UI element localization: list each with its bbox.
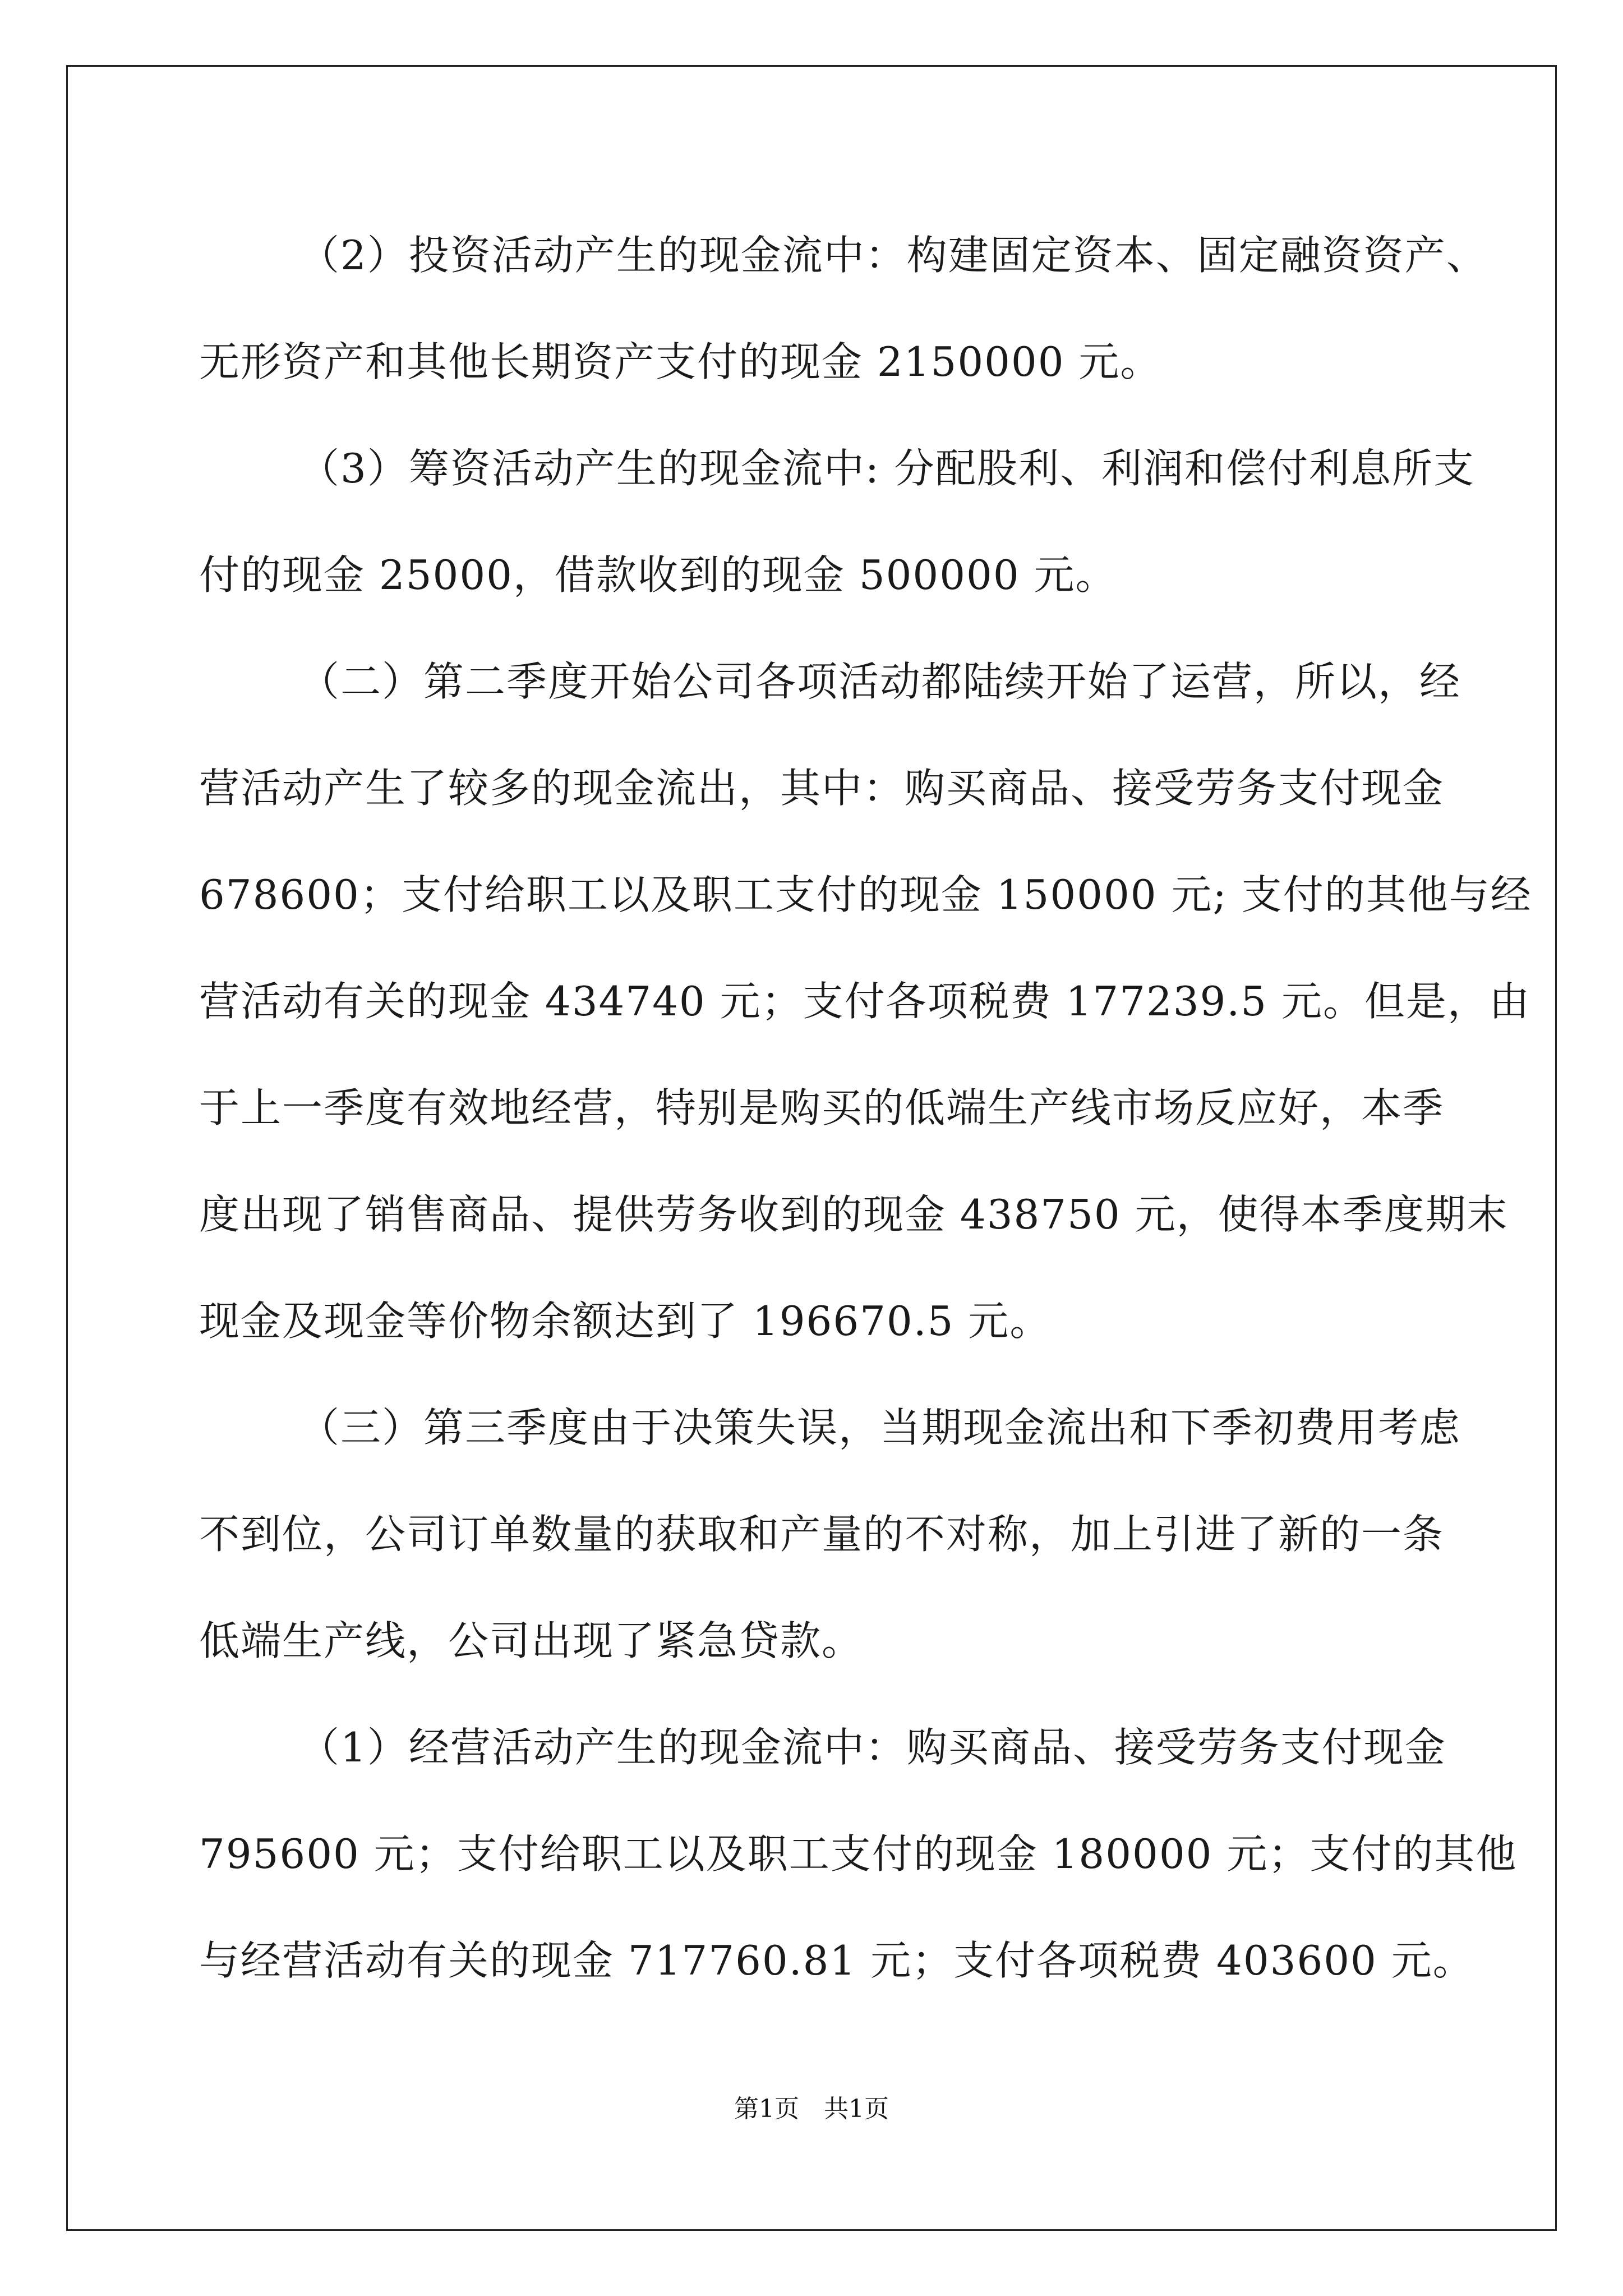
text-line: 不到位，公司订单数量的获取和产量的不对称，加上引进了新的一条 [199,1511,1445,1558]
text-line: 795600 元；支付给职工以及职工支付的现金 180000 元；支付的其他 [199,1830,1518,1878]
text-line: （二）第二季度开始公司各项活动都陆续开始了运营，所以，经 [299,658,1461,705]
text-line: 低端生产线，公司出现了紧急贷款。 [199,1617,864,1664]
text-line: 度出现了销售商品、提供劳务收到的现金 438750 元，使得本季度期末 [199,1191,1509,1238]
text-line: （3）筹资活动产生的现金流中: 分配股利、利润和偿付利息所支 [299,445,1475,492]
text-line: 营活动产生了较多的现金流出，其中：购买商品、接受劳务支付现金 [199,765,1445,812]
text-line: （1）经营活动产生的现金流中：购买商品、接受劳务支付现金 [299,1724,1446,1771]
text-line: 现金及现金等价物余额达到了 196670.5 元。 [199,1297,1052,1345]
text-line: 于上一季度有效地经营，特别是购买的低端生产线市场反应好，本季 [199,1084,1445,1131]
text-line: 与经营活动有关的现金 717760.81 元；支付各项税费 403600 元。 [199,1937,1474,1984]
page-number-footer: 第1页 共1页 [734,2095,889,2123]
document-body [199,202,1532,2014]
text-line: 678600；支付给职工以及职工支付的现金 150000 元; 支付的其他与经 [199,871,1532,918]
text-line: 付的现金 25000，借款收到的现金 500000 元。 [199,551,1117,599]
text-line: （2）投资活动产生的现金流中：构建固定资本、固定融资资产、 [299,232,1488,279]
text-line: 营活动有关的现金 434740 元；支付各项税费 177239.5 元。但是，由 [199,978,1530,1025]
text-line: （三）第三季度由于决策失误，当期现金流出和下季初费用考虑 [299,1404,1461,1451]
text-line: 无形资产和其他长期资产支付的现金 2150000 元。 [199,338,1162,385]
